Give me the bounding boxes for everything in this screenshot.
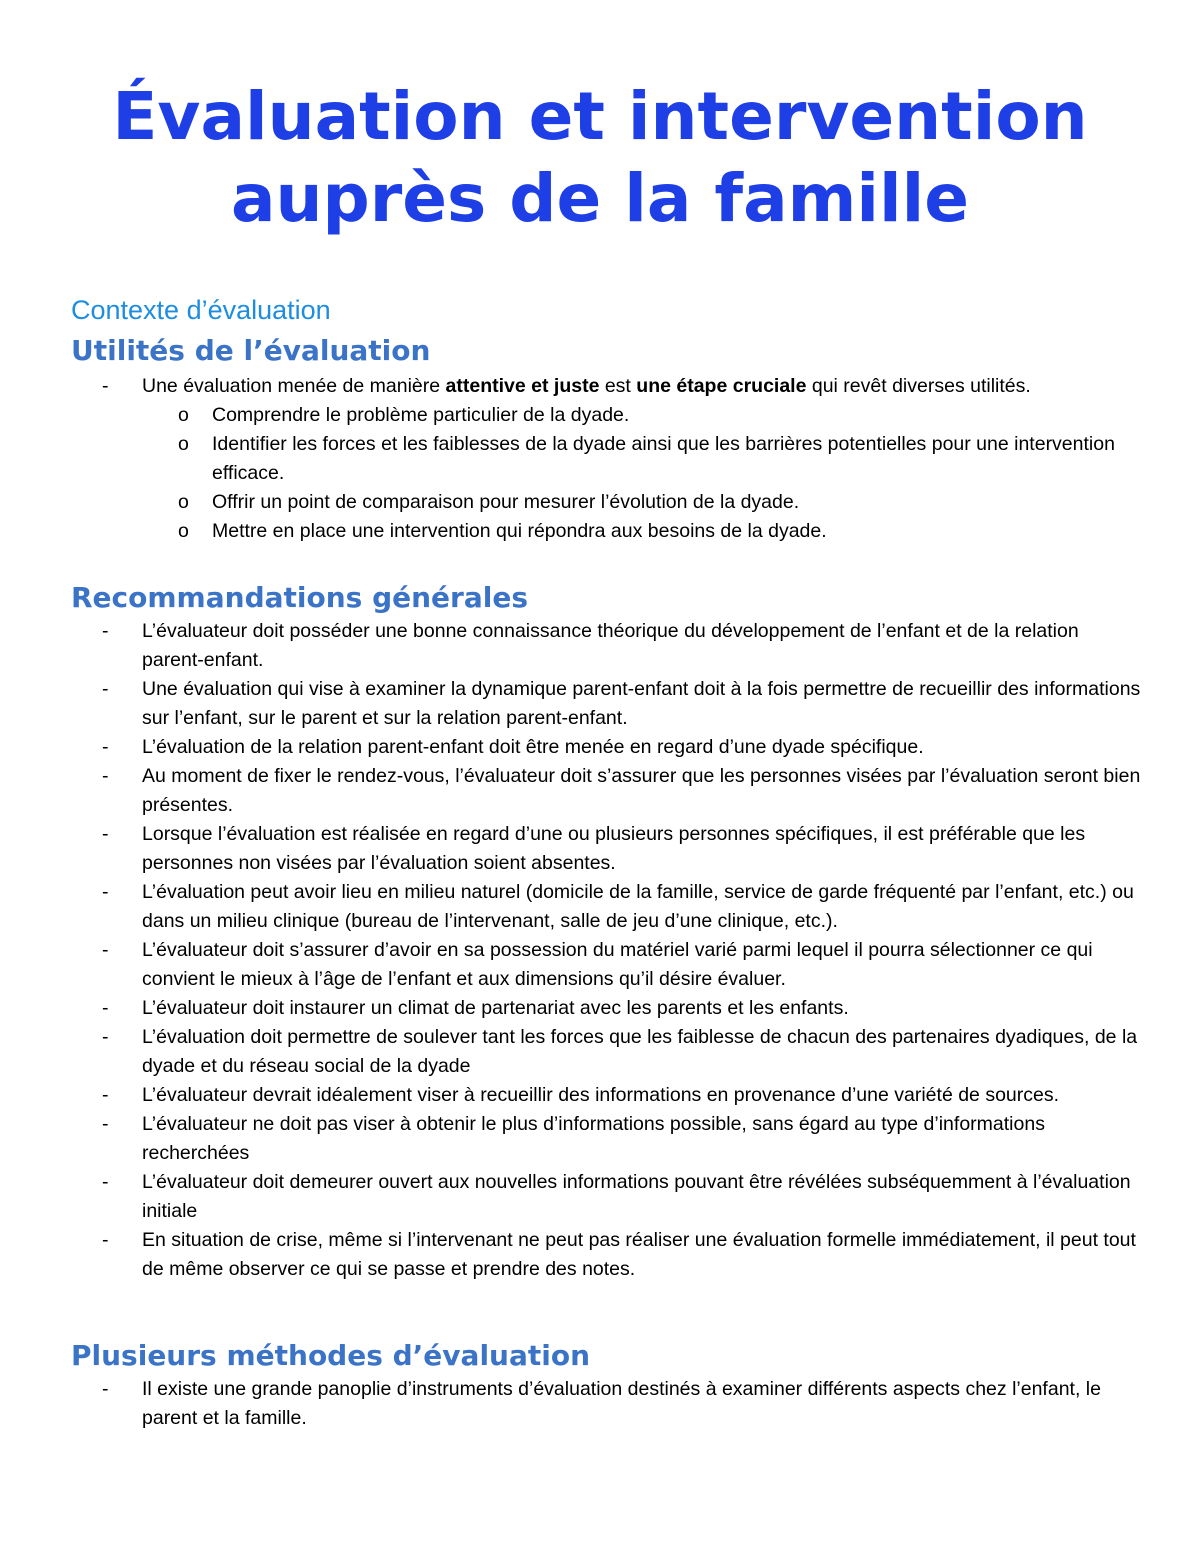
dash-bullet: - — [102, 620, 109, 642]
list-item-text: En situation de crise, même si l’intervenant ne peut pas réaliser une évaluation formelle immédiatement, il peut tout de même observer ce qui se passe et prendre des notes. — [142, 1229, 1136, 1280]
list-item — [102, 1226, 1142, 1284]
list-item-text: L’évaluateur doit posséder une bonne connaissance théorique du développement de l’enfant et de la relation parent-enfant. — [142, 620, 1079, 671]
methodes-list — [102, 1375, 1142, 1433]
list-item — [102, 372, 1142, 546]
dash-bullet: - — [102, 375, 109, 397]
utilites-heading: Utilités de l’évaluation — [71, 334, 431, 367]
intro-bold-2: une étape cruciale — [636, 375, 807, 397]
list-item-text: L’évaluateur devrait idéalement viser à recueillir des informations en provenance d’une variété de sources. — [142, 1084, 1060, 1106]
circle-bullet: o — [178, 433, 189, 455]
list-item-text: L’évaluateur doit demeurer ouvert aux nouvelles informations pouvant être révélées subséquemment à l’évaluation initiale — [142, 1171, 1131, 1222]
list-item-text: Il existe une grande panoplie d’instruments d’évaluation destinés à examiner différents aspects chez l’enfant, le parent et la famille. — [142, 1378, 1101, 1429]
sub-item-text: Offrir un point de comparaison pour mesurer l’évolution de la dyade. — [212, 491, 800, 513]
page-title — [0, 76, 1200, 240]
list-item — [102, 617, 1142, 675]
dash-bullet: - — [102, 823, 109, 845]
title-line-2: auprès de la famille — [230, 160, 970, 237]
list-item — [102, 675, 1142, 733]
list-item-text: L’évaluateur doit instaurer un climat de partenariat avec les parents et les enfants. — [142, 997, 849, 1019]
list-item — [102, 1375, 1142, 1433]
sub-item-text: Mettre en place une intervention qui répondra aux besoins de la dyade. — [212, 520, 827, 542]
list-item — [102, 733, 1142, 762]
dash-bullet: - — [102, 1084, 109, 1106]
context-heading: Contexte d’évaluation — [71, 295, 331, 325]
list-item-text: L’évaluation de la relation parent-enfant doit être menée en regard d’une dyade spécifique. — [142, 736, 924, 758]
dash-bullet: - — [102, 765, 109, 787]
list-item-text: Au moment de fixer le rendez-vous, l’évaluateur doit s’assurer que les personnes visées par l’évaluation seront bien présentes. — [142, 765, 1141, 816]
list-item-text: L’évaluateur doit s’assurer d’avoir en sa possession du matériel varié parmi lequel il pourra sélectionner ce qui convient le mieux à l’âge de l’enfant et aux dimensions qu’il désire évaluer. — [142, 939, 1093, 990]
dash-bullet: - — [102, 1378, 109, 1400]
list-item-text: L’évaluation doit permettre de soulever tant les forces que les faiblesse de chacun des partenaires dyadiques, de la dyade et du réseau social de la dyade — [142, 1026, 1138, 1077]
list-item — [102, 878, 1142, 936]
recommandations-list — [102, 617, 1142, 1284]
methodes-heading: Plusieurs méthodes d’évaluation — [71, 1339, 591, 1372]
sub-item-text: Comprendre le problème particulier de la dyade. — [212, 404, 630, 426]
list-item — [102, 1081, 1142, 1110]
sub-list-item — [178, 430, 1142, 488]
list-item — [102, 820, 1142, 878]
title-line-1: Évaluation et intervention — [112, 78, 1088, 155]
intro-bold-1: attentive et juste — [445, 375, 600, 397]
list-item-text: Une évaluation qui vise à examiner la dynamique parent-enfant doit à la fois permettre de recueillir des informations sur l’enfant, sur le parent et sur la relation parent-enfant. — [142, 678, 1141, 729]
list-item-text: Lorsque l’évaluation est réalisée en regard d’une ou plusieurs personnes spécifiques, il est préférable que les personnes non visées par l’évaluation soient absentes. — [142, 823, 1086, 874]
list-item — [102, 762, 1142, 820]
dash-bullet: - — [102, 1171, 109, 1193]
recommandations-heading: Recommandations générales — [71, 581, 528, 614]
circle-bullet: o — [178, 404, 189, 426]
dash-bullet: - — [102, 1229, 109, 1251]
circle-bullet: o — [178, 491, 189, 513]
list-item-text: L’évaluation peut avoir lieu en milieu naturel (domicile de la famille, service de garde fréquenté par l’enfant, etc.) ou dans un milieu clinique (bureau de l’intervenant, salle de jeu d’une clinique, etc.). — [142, 881, 1134, 932]
utilites-sublist — [178, 401, 1142, 546]
list-item — [102, 936, 1142, 994]
dash-bullet: - — [102, 881, 109, 903]
list-item — [102, 1023, 1142, 1081]
dash-bullet: - — [102, 678, 109, 700]
intro-text: est — [599, 375, 637, 397]
dash-bullet: - — [102, 1113, 109, 1135]
dash-bullet: - — [102, 997, 109, 1019]
sub-list-item — [178, 488, 1142, 517]
dash-bullet: - — [102, 939, 109, 961]
dash-bullet: - — [102, 736, 109, 758]
list-item — [102, 994, 1142, 1023]
dash-bullet: - — [102, 1026, 109, 1048]
sub-list-item — [178, 517, 1142, 546]
list-item — [102, 1110, 1142, 1168]
intro-text: qui revêt diverses utilités. — [806, 375, 1031, 397]
sub-item-text: Identifier les forces et les faiblesses de la dyade ainsi que les barrières potentielles pour une intervention efficace. — [212, 433, 1115, 484]
sub-list-item — [178, 401, 1142, 430]
circle-bullet: o — [178, 520, 189, 542]
list-item — [102, 1168, 1142, 1226]
utilites-list — [102, 372, 1142, 546]
list-item-text: L’évaluateur ne doit pas viser à obtenir le plus d’informations possible, sans égard au type d’informations recherchées — [142, 1113, 1045, 1164]
intro-text: Une évaluation menée de manière — [142, 375, 446, 397]
